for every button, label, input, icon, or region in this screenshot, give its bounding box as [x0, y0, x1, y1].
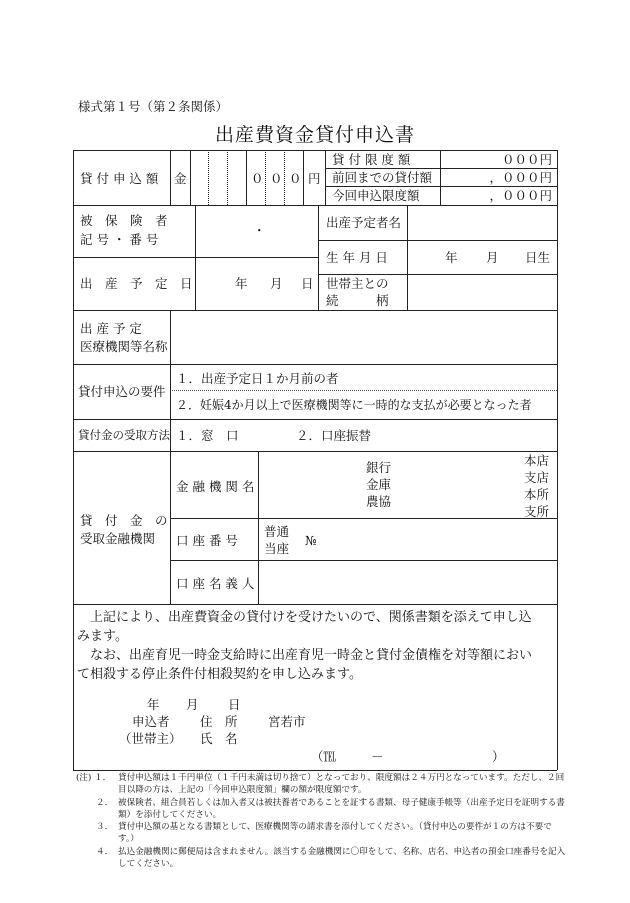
tel-dash: －: [371, 749, 384, 764]
loan-digit-3: ０: [289, 171, 302, 186]
bank-type-nokyo: 農協: [366, 494, 392, 509]
insured-separator: ・: [253, 223, 266, 238]
name-label: 氏 名: [200, 731, 238, 746]
limit-value: ０００円: [501, 152, 552, 167]
account-type-current: 当座: [264, 541, 290, 556]
birth-day: 日生: [525, 250, 551, 265]
limit-label: 貸 付 限 度 額: [332, 152, 411, 167]
bank-type-bank: 銀行: [366, 460, 392, 475]
date-year: 年: [147, 697, 160, 712]
receipt-option-counter: １．窓 口: [176, 428, 239, 443]
note-2: ２． 被保険者、組合員若しくは加入者又は被扶養者であることを証する書類、母子健康手帳等（出産予定日を証明する書類）を添付してください。: [96, 797, 565, 820]
bank-label-2: 受取金融機関: [80, 531, 156, 546]
insured-label-1: 被 保 険 者: [80, 213, 168, 228]
institution-name-label: 金 融 機 関 名: [176, 479, 255, 494]
receipt-method-label: 貸付金の受取方法: [78, 428, 170, 442]
loan-amount-label: 貸 付 申 込 額: [80, 171, 159, 186]
city-name: 宮若市: [268, 714, 306, 729]
declaration-line-1: 上記により、出産費資金の貸付けを受けたいので、関係書類を添えて申し込: [90, 610, 532, 625]
loan-digit-2: ０: [270, 171, 283, 186]
facility-label-2: 医療機関等名称: [80, 339, 168, 354]
receipt-option-transfer: ２．口座振替: [296, 428, 372, 443]
form-number: 様式第１号（第２条関係）: [78, 99, 229, 114]
branch-sub: 支所: [524, 504, 550, 519]
due-year: 年: [235, 276, 248, 291]
due-date-label: 出 産 予 定 日: [80, 276, 193, 291]
head-relation-label-1: 世帯主との: [326, 276, 389, 291]
date-month: 月: [186, 697, 199, 712]
address-label: 住 所: [200, 714, 238, 729]
branch-main: 本所: [524, 487, 550, 502]
applicant-label: 申込者: [132, 714, 170, 729]
note-4: ４． 払込金融機関に郵便局は含まれません。該当する金融機関に〇印をして、名称、店名、申込者の預金口座番号を記入してください。: [96, 846, 566, 870]
declaration-line-3: なお、出産育児一時金支給時に出産育児一時金と貸付金債権を対等額におい: [90, 648, 533, 663]
loan-digit-1: ０: [251, 171, 264, 186]
requirement-2: ２．妊娠4か月以上で医療機関等に一時的な支払が必要となった者: [176, 398, 532, 412]
declaration-line-4: て相殺する停止条件付相殺契約を申し込みます。: [77, 667, 362, 682]
loan-prefix: 金: [174, 171, 187, 186]
facility-label-1: 出 産 予 定: [80, 321, 142, 336]
birth-date-label: 生 年 月 日: [326, 250, 388, 265]
branch-branch: 支店: [524, 470, 550, 485]
loan-unit: 円: [308, 171, 321, 186]
requirements-label: 貸付申込の要件: [78, 384, 166, 399]
due-day: 日: [301, 276, 314, 291]
form-title: 出産費資金貸付申込書: [214, 124, 415, 146]
mother-name-label: 出産予定者名: [326, 215, 402, 230]
current-limit-label: 今回申込限度額: [332, 188, 420, 203]
due-month: 月: [270, 276, 283, 291]
account-type-ordinary: 普通: [264, 524, 290, 539]
bank-type-shinkin: 金庫: [366, 477, 392, 492]
requirement-1: １．出産予定日１か月前の者: [176, 371, 339, 386]
note-3: ３． 貸付申込額の基となる書類として、医療機関等の請求書を添付してください。（貸付申込の要件が１の方は不要です。）: [96, 822, 552, 845]
birth-month: 月: [486, 250, 499, 265]
branch-head-office: 本店: [524, 453, 550, 468]
account-number-mark: №: [305, 533, 317, 548]
declaration-line-2: みます。: [77, 629, 128, 644]
tel-close: ）: [492, 749, 505, 764]
tel-open: （℡: [311, 749, 337, 764]
head-relation-label-2: 続 柄: [326, 293, 389, 308]
note-1: (注) １． 貸付申込額は１千円単位（１千円未満は切り捨て）となっており、限度額は２４万円となっています。ただし、２回目以降の方は、上記の「今回申込限度額」欄の額が限度額です。: [76, 773, 565, 796]
household-head-label: （世帯主）: [119, 731, 182, 746]
notes: [76, 772, 566, 870]
birth-year: 年: [445, 250, 458, 265]
account-holder-label: 口 座 名 義 人: [176, 576, 255, 591]
current-limit-value: ，０００円: [489, 188, 552, 203]
previous-label: 前回までの貸付額: [332, 170, 433, 185]
account-number-label: 口 座 番 号: [176, 533, 238, 548]
date-day: 日: [228, 697, 241, 712]
previous-value: ，０００円: [489, 170, 552, 185]
insured-label-2: 記 号 ・ 番 号: [80, 232, 159, 247]
bank-label-1: 貸 付 金 の: [80, 513, 168, 528]
